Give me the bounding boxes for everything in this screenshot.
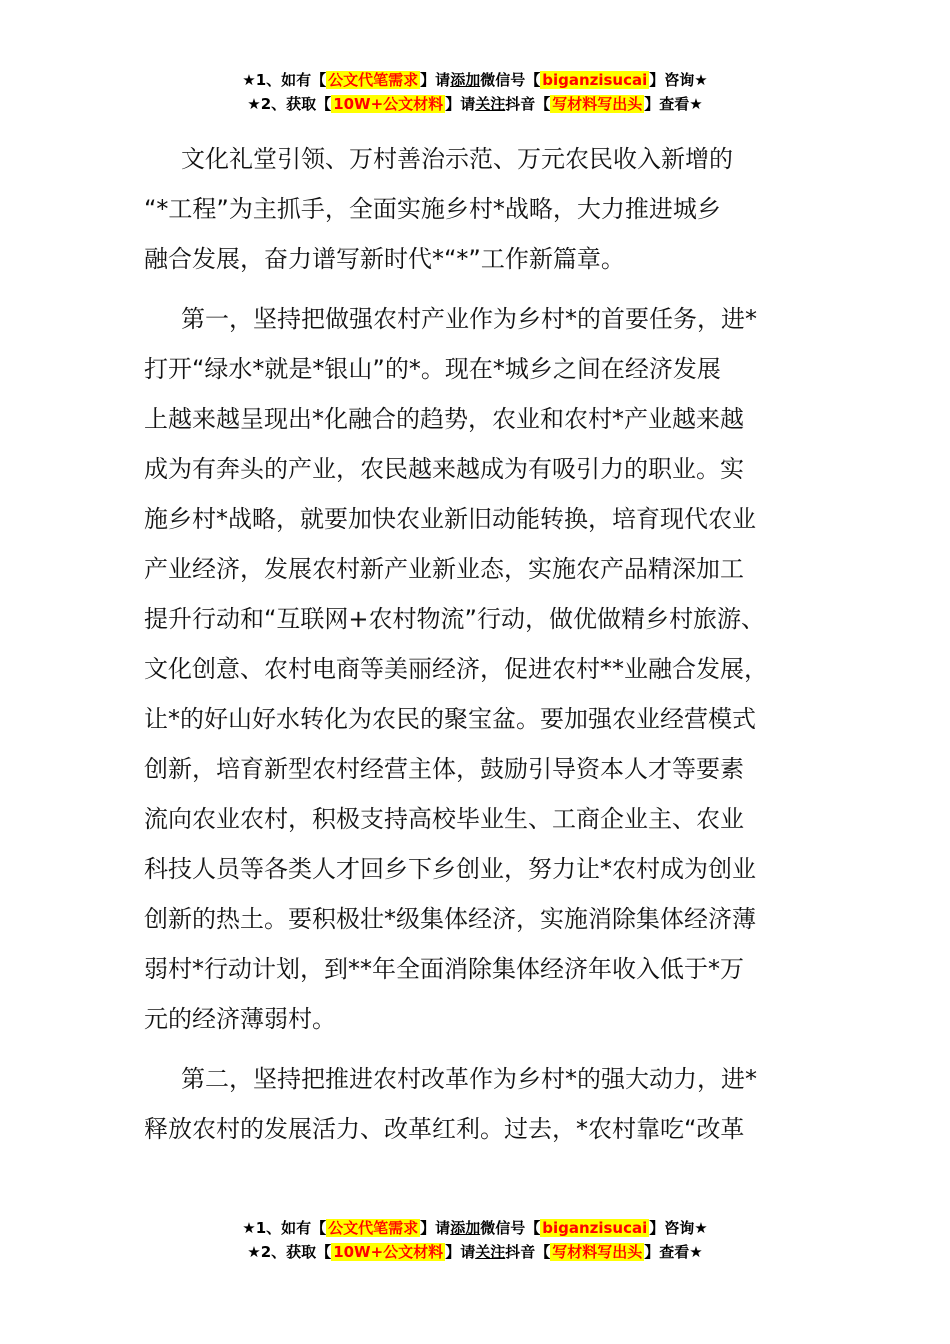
banner-text: ★2、获取【 xyxy=(247,95,332,113)
banner-text: 抖音【 xyxy=(505,1243,551,1261)
banner-text: ★1、如有【 xyxy=(242,71,327,89)
banner-text: 】查看★ xyxy=(644,1243,703,1261)
banner-text: 抖音【 xyxy=(505,95,551,113)
banner-text: ★2、获取【 xyxy=(247,1243,332,1261)
emphasis-text: 关注 xyxy=(475,95,506,113)
paragraph-first: 第一，坚持把做强农村产业作为乡村*的首要任务，进* 打开“绿水*就是*银山”的*。现在*城乡之间在经济发展 上越来越呈现出*化融合的趋势，农业和农村*产业越来越 成为有奔头的产业，农民越来越成为有吸引力的职业。实 施乡村*战略，就要加快农业新旧动能转换，培育现代农业 产业经济，发展农村新产业新业态，实施农产品精深加工 提升行动和“互联网+农村物流”行动，做优做精乡村旅游、 文化创意、农村电商等美丽经济，促进农村**业融合发展， 让*的好山好水转化为农民的聚宝盆。要加强农业经营模式 创新，培育新型农村经营主体，鼓励引导资本人才等要素 流向农业农村，积极支持高校毕业生、工商企业主、农业 科技人员等各类人才回乡下乡创业，努力让*农村成为创业 创新的热土。要积极壮*级集体经济，实施消除集体经济薄 弱村*行动计划，到**年全面消除集体经济年收入低于*万 元的经济薄弱村。 xyxy=(144,305,768,1033)
highlight-label: biganzisucai xyxy=(542,71,648,89)
highlight-label: 10W+公文材料 xyxy=(333,1243,444,1261)
highlight-label: 公文代笔需求 xyxy=(328,71,419,89)
emphasis-text: 添加 xyxy=(450,1219,481,1237)
banner-line-2 xyxy=(0,92,950,116)
banner-text: 微信号【 xyxy=(480,71,541,89)
emphasis-text: 添加 xyxy=(450,71,481,89)
highlight-label: 写材料写出头 xyxy=(552,95,643,113)
footer-banner xyxy=(0,1216,950,1264)
highlight-label: 写材料写出头 xyxy=(552,1243,643,1261)
banner-text: 】请 xyxy=(445,95,476,113)
highlight-label: 公文代笔需求 xyxy=(328,1219,419,1237)
banner-text: 】咨询★ xyxy=(649,71,708,89)
highlight-label: 10W+公文材料 xyxy=(333,95,444,113)
banner-text: 】请 xyxy=(445,1243,476,1261)
banner-text: ★1、如有【 xyxy=(242,1219,327,1237)
highlight-label: biganzisucai xyxy=(542,1219,648,1237)
banner-text: 】咨询★ xyxy=(649,1219,708,1237)
banner-text: 微信号【 xyxy=(480,1219,541,1237)
banner-text: 】请 xyxy=(420,71,451,89)
banner-text: 】查看★ xyxy=(644,95,703,113)
document-body xyxy=(144,134,830,1164)
banner-line-2 xyxy=(0,1240,950,1264)
banner-text: 】请 xyxy=(420,1219,451,1237)
paragraph-intro: 文化礼堂引领、万村善治示范、万元农民收入新增的 “*工程”为主抓手，全面实施乡村*战略，大力推进城乡 融合发展，奋力谱写新时代*“*”工作新篇章。 xyxy=(144,145,733,273)
paragraph-second: 第二，坚持把推进农村改革作为乡村*的强大动力，进* 释放农村的发展活力、改革红利。过去，*农村靠吃“改革 xyxy=(144,1065,757,1143)
header-banner xyxy=(0,68,950,116)
banner-line-1 xyxy=(0,1216,950,1240)
emphasis-text: 关注 xyxy=(475,1243,506,1261)
banner-line-1 xyxy=(0,68,950,92)
